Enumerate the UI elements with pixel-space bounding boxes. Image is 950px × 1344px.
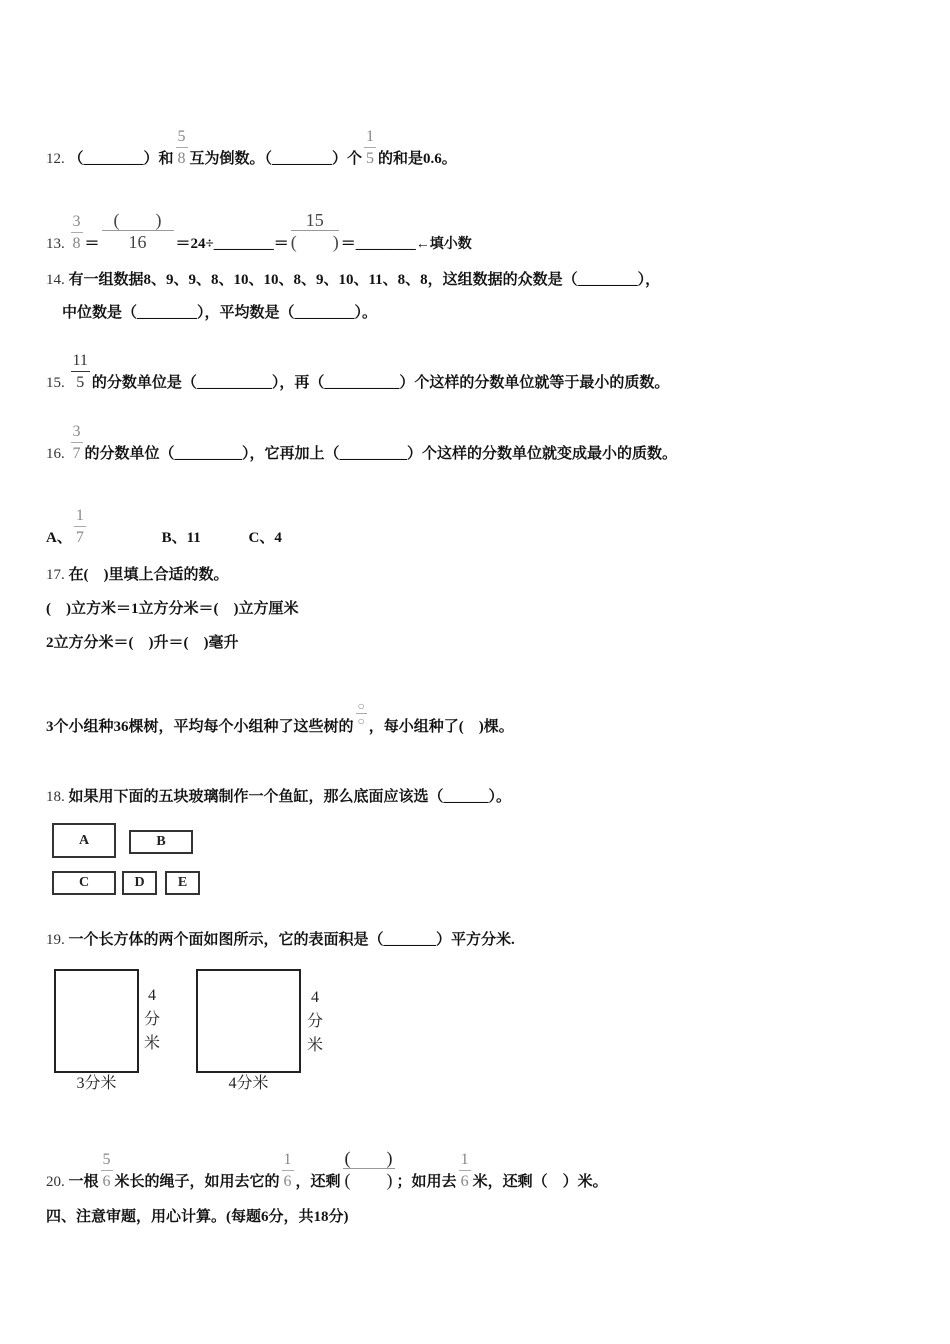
- question-14: 14. 有一组数据8、9、9、8、10、10、8、9、10、11、8、8，这组数据的众数是（________），: [46, 272, 661, 288]
- fraction: $\frac{○}{○}$: [357, 699, 365, 728]
- question-19: 19. 一个长方体的两个面如图所示，它的表面积是（_______）平方分米.: [46, 932, 515, 948]
- option-a[interactable]: A、 $\frac{1}{7}$: [46, 530, 88, 546]
- glass-a: A: [52, 823, 116, 858]
- face-1-width: 3分米: [76, 1075, 117, 1092]
- glass-c: C: [52, 871, 116, 895]
- fraction: $\frac{1}{6}$: [283, 1151, 292, 1190]
- fraction: $\frac{1}{7}$: [75, 507, 84, 546]
- fraction: $\frac{15}{( )}$: [290, 210, 339, 252]
- question-18: 18. 如果用下面的五块玻璃制作一个鱼缸，那么底面应该选（______）。: [46, 789, 512, 805]
- question-17-line3: 3个小组种36棵树，平均每个小组种了这些树的 $\frac{○}{○}$ ，每小组种了( )棵。: [46, 699, 514, 735]
- fraction: $\frac{1}{5}$: [366, 128, 375, 167]
- question-12: 12. （________）和 $\frac{5}{8}$ 互为倒数。（________）个 $\frac{1}{5}$ 的和是0.6。: [46, 127, 457, 170]
- option-b[interactable]: B、11: [161, 530, 201, 546]
- face-1: [54, 969, 139, 1073]
- face-2-width: 4分米: [228, 1075, 269, 1092]
- fraction: $\frac{3}{8}$: [72, 213, 81, 252]
- glass-b: B: [129, 830, 193, 854]
- glass-e: E: [165, 871, 200, 895]
- fraction: $\frac{5}{6}$: [102, 1151, 111, 1190]
- fraction: $\frac{( )}{( )}$: [344, 1148, 393, 1190]
- fraction: $\frac{5}{8}$: [177, 128, 186, 167]
- question-17-line1: ( )立方米＝1立方分米＝( )立方厘米: [46, 601, 299, 617]
- answer-options: [46, 506, 282, 549]
- face-1-height: 4 分 米: [143, 987, 160, 1052]
- section-4-heading: 四、注意审题，用心计算。(每题6分，共18分): [46, 1209, 349, 1225]
- question-17-line2: 2立方分米＝( )升＝( )毫升: [46, 635, 239, 651]
- option-c[interactable]: C、4: [248, 530, 282, 546]
- question-17: 17. 在( )里填上合适的数。: [46, 567, 229, 583]
- question-14-line2: 中位数是（________），平均数是（________）。: [62, 305, 378, 321]
- question-15: 15. $\frac{11}{5}$ 的分数单位是（__________），再（__________）个这样的分数单位就等于最小的质数。: [46, 351, 669, 394]
- face-2: [196, 969, 301, 1073]
- glass-d: D: [122, 871, 157, 895]
- question-16: 16. $\frac{3}{7}$ 的分数单位（_________），它再加上（_________）个这样的分数单位就变成最小的质数。: [46, 422, 677, 465]
- question-13: 13. $\frac{3}{8}$ ＝ $\frac{( )}{16}$ ＝24÷________＝ $\frac{15}{( )}$ ＝________←填小数: [46, 210, 472, 255]
- face-2-height: 4 分 米: [306, 989, 323, 1054]
- question-20: 20. 一根 $\frac{5}{6}$ 米长的绳子，如用去它的 $\frac{1}{6}$ ，还剩 $\frac{( )}{( )}$ ；如用去 $\frac{1}{6}$ 米，还剩（ ）米。: [46, 1148, 608, 1193]
- fraction: $\frac{( )}{16}$: [102, 210, 174, 253]
- fraction: $\frac{1}{6}$: [460, 1151, 469, 1190]
- fraction: $\frac{3}{7}$: [72, 423, 81, 462]
- fraction: $\frac{11}{5}$: [72, 352, 88, 391]
